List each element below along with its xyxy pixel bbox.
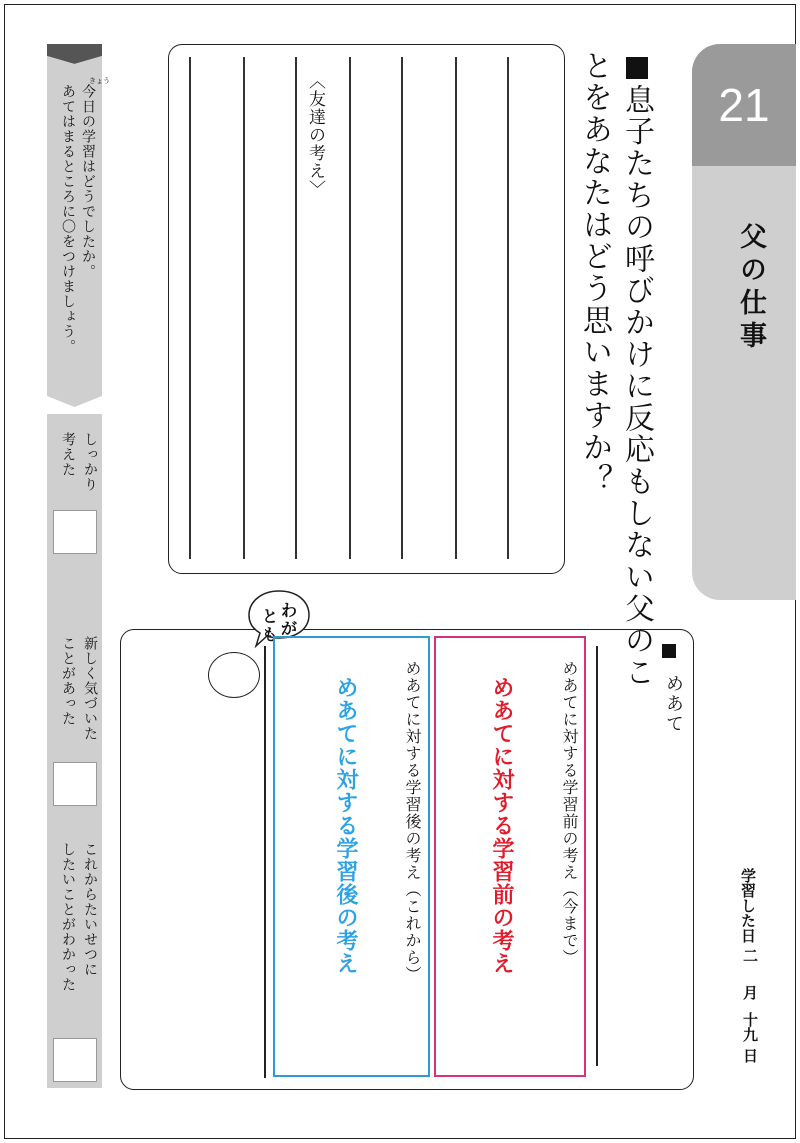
divider-line xyxy=(264,646,266,1078)
wagatomo-ga: が xyxy=(281,619,298,638)
review-instruction-2: あてはまるところに〇をつけましょう。 xyxy=(60,84,76,354)
wagatomo-wa: わ xyxy=(281,601,298,620)
after-thoughts-heading: めあてに対する学習後の考え xyxy=(333,676,358,975)
goal-square-icon xyxy=(662,644,676,658)
lesson-number: 21 xyxy=(692,44,796,166)
review-item-2-line-1: 新しく気づいた xyxy=(82,636,98,741)
question-line-1: 息子たちの呼びかけに反応もしない父のこ xyxy=(619,84,654,689)
ruled-line xyxy=(243,57,245,559)
ruled-line xyxy=(507,57,509,559)
question-square-icon xyxy=(626,57,648,79)
review-item-2-line-2: ことがあった xyxy=(60,636,76,726)
friend-label: 〈友達の考え〉 xyxy=(305,72,325,198)
lesson-title: 父の仕事 xyxy=(735,222,766,354)
study-date-day-unit: 日 xyxy=(741,1048,759,1063)
review-checkbox-1[interactable] xyxy=(53,510,97,554)
review-item-1-line-1: しっかり xyxy=(82,432,98,492)
before-thoughts-label: めあてに対する学習前の考え（今まで） xyxy=(560,660,579,966)
wagatomo-mo: も xyxy=(262,625,279,644)
avatar-circle xyxy=(208,652,260,698)
review-item-3-line-2: したいことがわかった xyxy=(60,842,76,992)
ruby-kyou: きょう xyxy=(89,77,110,85)
study-date-month-unit: 月 xyxy=(741,985,759,1000)
review-item-1-line-2: 考えた xyxy=(60,432,76,477)
review-checkbox-3[interactable] xyxy=(53,1038,97,1082)
wagatomo-to: と xyxy=(262,607,279,626)
lesson-tab xyxy=(692,44,796,600)
study-date-day: 十九 xyxy=(741,1012,759,1042)
goal-label: めあて xyxy=(663,674,684,734)
after-thoughts-label: めあてに対する学習後の考え（これから） xyxy=(403,660,422,983)
review-item-3-line-1: これからたいせつに xyxy=(82,842,98,977)
friend-answer-box[interactable] xyxy=(168,44,565,574)
question-line-2: とをあなたはどう思いますか？ xyxy=(577,50,612,496)
ruled-line xyxy=(455,57,457,559)
study-date-label: 学習した日 xyxy=(739,868,757,943)
ruled-line xyxy=(349,57,351,559)
ruled-line xyxy=(401,57,403,559)
goal-write-line[interactable] xyxy=(596,646,598,1066)
review-checkbox-2[interactable] xyxy=(53,762,97,806)
before-thoughts-heading: めあてに対する学習前の考え xyxy=(489,676,514,975)
review-instruction-1: 今日の学習はどうでしたか。 xyxy=(80,84,96,279)
ruled-line xyxy=(295,57,297,559)
study-date-month: 二 xyxy=(741,948,759,963)
ruled-line xyxy=(189,57,191,559)
